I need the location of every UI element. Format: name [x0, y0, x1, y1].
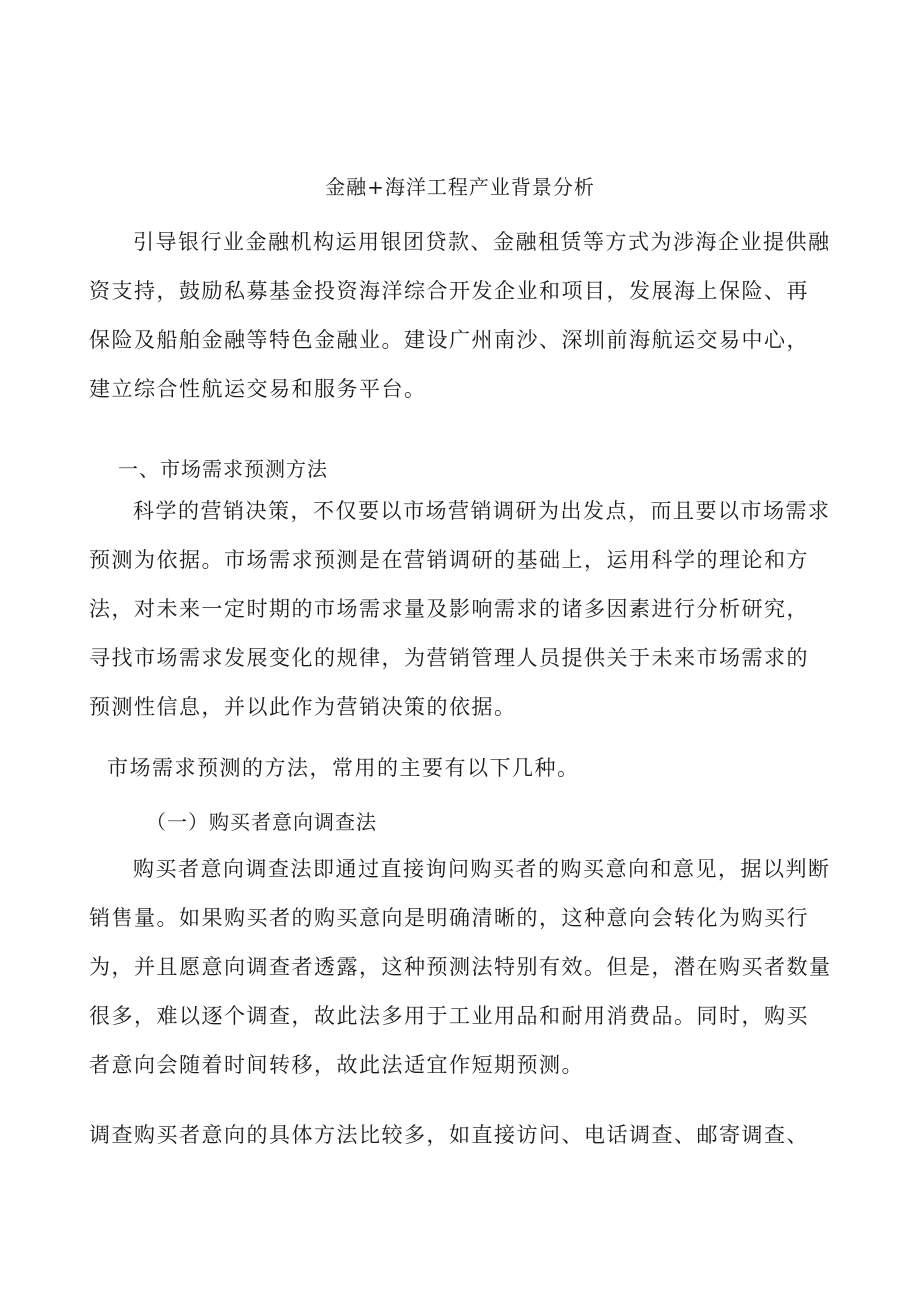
paragraph-intro: [89, 218, 841, 414]
text-line: 预测为依据。市场需求预测是在营销调研的基础上，运用科学的理论和方: [89, 548, 809, 572]
paragraph-methods: [89, 744, 841, 793]
text-line: 资支持，鼓励私募基金投资海洋综合开发企业和项目，发展海上保险、再: [89, 279, 809, 303]
document-title: 金融+海洋工程产业背景分析: [325, 175, 595, 199]
text-line: 购买者意向调查法即通过直接询问购买者的购买意向和意见，据以判断: [133, 857, 831, 881]
text-line: 预测性信息，并以此作为营销决策的依据。: [89, 695, 517, 719]
text-line: 建立综合性航运交易和服务平台。: [89, 377, 427, 401]
text-line: 引导银行业金融机构运用银团贷款、金融租赁等方式为涉海企业提供融: [133, 230, 831, 254]
section-heading-1: 一、市场需求预测方法: [118, 457, 328, 481]
text-line: 寻找市场需求发展变化的规律，为营销管理人员提供关于未来市场需求的: [89, 646, 809, 670]
section-heading-2: （一）购买者意向调查法: [146, 810, 377, 834]
text-line: 者意向会随着时间转移，故此法适宜作短期预测。: [89, 1053, 584, 1077]
text-line: 调查购买者意向的具体方法比较多，如直接访问、电话调查、邮寄调查、: [89, 1123, 809, 1147]
text-line: 很多，难以逐个调查，故此法多用于工业用品和耐用消费品。同时，购买: [89, 1004, 809, 1028]
paragraph-forecast: [89, 487, 841, 732]
text-line: 保险及船舶金融等特色金融业。建设广州南沙、深圳前海航运交易中心，: [89, 328, 809, 352]
text-line: 为，并且愿意向调查者透露，这种预测法特别有效。但是，潜在购买者数量: [89, 955, 832, 979]
text-line: 销售量。如果购买者的购买意向是明确清晰的，这种意向会转化为购买行: [89, 906, 809, 930]
paragraph-survey-methods: [89, 1111, 841, 1160]
text-line: 市场需求预测的方法，常用的主要有以下几种。: [107, 756, 580, 780]
text-line: 科学的营销决策，不仅要以市场营销调研为出发点，而且要以市场需求: [133, 499, 831, 523]
text-line: 法，对未来一定时期的市场需求量及影响需求的诸多因素进行分析研究，: [89, 597, 809, 621]
paragraph-buyer-intent: [89, 845, 841, 1090]
